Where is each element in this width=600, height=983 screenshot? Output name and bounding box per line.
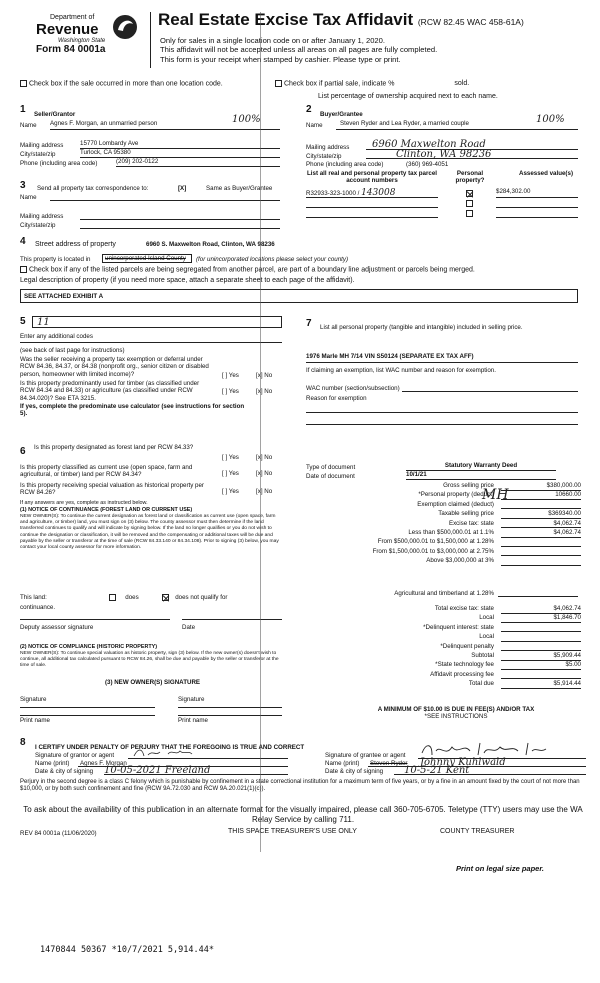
tax-total-row: [306, 671, 581, 680]
land-use-code: 11: [37, 317, 50, 328]
tax-calc-row: [306, 557, 581, 566]
tax-calc-label: *Personal property (deduct): [418, 491, 494, 499]
section-3-name-field[interactable]: [50, 192, 280, 201]
buyer-mail-label: Mailing address: [306, 144, 350, 151]
notice-1: Only for sales in a single location code on or after January 1, 2020.: [160, 36, 385, 45]
owner-sig-label-1: Signature: [20, 696, 47, 703]
multi-location-checkbox[interactable]: [20, 80, 27, 87]
owner-sig-field-2[interactable]: [178, 706, 282, 708]
does-checkbox[interactable]: [109, 594, 116, 601]
legal-description-box[interactable]: [20, 289, 578, 303]
tax-calc-label: From $1,500,000.01 to $3,000,000 at 2.75%: [372, 547, 494, 555]
q-timber: Is this property predominantly used for timber (as classified under RCW 84.34 and 84.33) or agriculture (as classified under RCW 84.34.020)? See ETA 3215.: [20, 380, 200, 402]
doc-date-label: Date of document: [306, 473, 355, 480]
tax-total-label: Local: [479, 614, 494, 622]
tax-total-row: [306, 643, 581, 652]
grantee-name: Steven Ryder: [370, 760, 408, 767]
buyer-name: Steven Ryder and Lea Ryder, a married couple: [340, 120, 469, 127]
not-qualify-label: does not qualify for: [175, 594, 228, 602]
personal-property-list: 1976 Marle MH 7/14 VIN S50124 (SEPARATE EX TAX AFF): [306, 353, 474, 360]
seller-city-field[interactable]: [80, 149, 280, 158]
tax-total-value[interactable]: $1,846.70: [501, 614, 581, 623]
washington-state: Washington State: [58, 38, 106, 44]
section-1-heading: Seller/Grantor: [34, 111, 76, 118]
personal-property-checkbox[interactable]: [466, 190, 473, 197]
seller-phone-field[interactable]: [116, 158, 280, 167]
tax-calc-value[interactable]: [501, 557, 581, 566]
buyer-name-field[interactable]: [336, 114, 578, 130]
segregated-label: Check box if any of the listed parcels are being segregated from another parcel, are part of a boundary line adjustment or parcels being merged.: [28, 266, 475, 274]
tax-total-value[interactable]: $4,062.74: [501, 605, 581, 614]
continuance-label: continuance.: [20, 604, 56, 611]
tax-calc-label: Above $3,000,000 at 3%: [426, 557, 494, 565]
buyer-city-field[interactable]: [366, 149, 578, 159]
section-2: [306, 104, 586, 224]
segregated-checkbox[interactable]: [20, 266, 27, 273]
see-instructions: *SEE INSTRUCTIONS: [424, 713, 488, 720]
mh-handwritten: MH: [482, 487, 509, 503]
street-label: Street address of property: [35, 241, 116, 248]
q-timber-yes[interactable]: [ ] Yes: [222, 388, 239, 395]
partial-sale-label: Check box if partial sale, indicate %: [283, 80, 395, 88]
owner-print-field-1[interactable]: [20, 714, 155, 716]
section-3-mail-field[interactable]: [80, 211, 280, 220]
dept-of: Department of: [50, 14, 95, 21]
tax-total-row: [306, 652, 581, 661]
tax-total-label: Local: [479, 633, 494, 641]
partial-sale-checkbox[interactable]: [275, 80, 282, 87]
personal-head: Personal property?: [455, 170, 485, 185]
grantor-name-label: Name (print): [35, 760, 70, 767]
section-4-number: 4: [20, 236, 26, 247]
tax-total-label: Subtotal: [471, 651, 494, 659]
buyer-phone-label: Phone (including area code): [306, 161, 384, 168]
assessed-value: $284,302.00: [496, 188, 531, 195]
q-historic-yes[interactable]: [ ] Yes: [222, 488, 239, 495]
legal-label: Legal description of property (if you need more space, attach a separate sheet to each page of the affidavit).: [20, 277, 355, 284]
owner-sig-label-2: Signature: [178, 696, 205, 703]
tax-total-row: [306, 633, 581, 642]
section-3: [20, 180, 285, 230]
buyer-percent: 100%: [536, 114, 565, 125]
grantor-signature-mark: [128, 746, 288, 759]
tax-calc-row: [306, 538, 581, 547]
county-treasurer: COUNTY TREASURER: [440, 828, 515, 835]
seller-city: Turlock, CA 95380: [80, 149, 131, 156]
owner-print-field-2[interactable]: [178, 714, 282, 716]
section-8-number: 8: [20, 737, 26, 748]
tax-calc-label: Exemption claimed (deduct): [417, 500, 494, 508]
seller-name-field[interactable]: [50, 114, 280, 130]
this-land-label: This land:: [20, 594, 47, 602]
tax-total-row: [306, 661, 581, 670]
section-7-heading: List all personal property (tangible and intangible) included in selling price.: [320, 324, 523, 331]
parcel-number: R32933-323-1000 /: [306, 190, 360, 197]
tax-calc-label: Taxable selling price: [438, 510, 494, 518]
section-7-number: 7: [306, 318, 312, 329]
grantee-date-label: Date & city of signing: [325, 768, 384, 775]
grantor-signature[interactable]: [128, 746, 288, 759]
dor-swirl-icon: [112, 14, 138, 40]
wac-field[interactable]: [402, 383, 578, 392]
header-notices: [160, 36, 437, 64]
parcel-row-3[interactable]: [306, 210, 438, 218]
section-1: [20, 104, 285, 179]
section-3-city-field[interactable]: [80, 220, 280, 229]
notice-continuance-body: NEW OWNER(S): To continue the current designation as forest land or classification as current use (open space, farm and agriculture, or timber) land, you must sign on (3) below. The county assessor must then determine if the land transferred continues to qualify and will indicate by signing below. If the land no longer qualifies or you do not wish to continue the designation or classification, it will be removed and the compensating or additional taxes will be due and payable by the seller or transferor at the time of sale (RCW 84.33.140 or 84.34.108). Prior to signing (3) below, you may contact your local county assessor for more information.: [20, 514, 279, 550]
section-5-number: 5: [20, 316, 26, 327]
agri-label: Agricultural and timberland at 1.28%: [394, 590, 494, 597]
buyer-city-label: City/state/zip: [306, 153, 342, 160]
section-3-city-label: City/state/zip: [20, 222, 56, 229]
perjury-text: [20, 779, 586, 793]
tax-calc-row: [306, 510, 581, 519]
section-3-mark[interactable]: [X]: [178, 185, 187, 192]
county-value: unincorporated Island County: [105, 255, 186, 262]
tax-calc-value[interactable]: $369340.00: [501, 510, 581, 519]
grantor-date: 10-05-2021 Freeland: [104, 765, 211, 776]
section-3-text: Send all property tax correspondence to:: [37, 185, 149, 192]
grantor-name: Agnes F. Morgan: [80, 760, 127, 767]
personal-property-checkbox-3[interactable]: [466, 210, 473, 217]
legal-paper-note: Print on legal size paper.: [456, 864, 544, 873]
section-3-name-label: Name: [20, 194, 37, 201]
tax-total-value[interactable]: $5,909.44: [501, 652, 581, 661]
grantee-date-field[interactable]: [394, 765, 586, 775]
located-label: This property is located in: [20, 256, 91, 263]
parcel-number-hw: 143008: [361, 188, 396, 198]
buyer-phone: (360) 969-4051: [406, 161, 449, 168]
tax-calculation: [306, 482, 581, 567]
alt-format-note: To ask about the availability of this publication in an alternate format for the visually impaired, please call 360-705-6705. Teletype (TTY) users may use the WA Relay Service by calling 711.: [23, 805, 583, 825]
buyer-name-label: Name: [306, 122, 323, 129]
section-3-number: 3: [20, 180, 26, 191]
tax-calc-row: [306, 529, 581, 538]
seller-name: Agnes F. Morgan, an unmarried person: [50, 120, 158, 127]
tax-calc-label: Excise tax: state: [448, 519, 494, 527]
title-citation: (RCW 82.45 WAC 458-61A): [417, 17, 524, 27]
form-number: Form 84 0001a: [36, 44, 106, 55]
grantee-sig-label: Signature of grantee or agent: [325, 752, 406, 759]
seller-mail-label: Mailing address: [20, 142, 64, 149]
buyer-city: Clinton, WA 98236: [396, 149, 492, 160]
multi-location-label: Check box if the sale occurred in more than one location code.: [28, 80, 223, 88]
buyer-mail: 6960 Maxwelton Road: [372, 139, 486, 150]
section-3-same: Same as Buyer/Grantee: [206, 185, 273, 192]
tax-calc-row: [306, 548, 581, 557]
tax-calc-row: [306, 520, 581, 529]
assessed-head: Assessed value(s): [519, 170, 573, 177]
seller-phone-label: Phone (including area code): [20, 160, 98, 167]
tax-total-label: *Delinquent interest: state: [423, 623, 494, 631]
grantee-name-label: Name (print): [325, 760, 360, 767]
reason-label: Reason for exemption: [306, 395, 367, 402]
tax-calc-label: From $500,000.01 to $1,500,000 at 1.28%: [377, 538, 494, 546]
page-title: [158, 10, 524, 30]
tax-total-value[interactable]: [501, 643, 581, 652]
county-select[interactable]: [102, 254, 192, 263]
tax-total-row: [306, 614, 581, 623]
minimum-note: A MINIMUM OF $10.00 IS DUE IN FEE(S) AND/OR TAX: [377, 706, 535, 713]
percent-note: List percentage of ownership acquired next to each name.: [318, 93, 498, 100]
additional-codes-field[interactable]: [20, 341, 282, 343]
q-current-use: Is this property classified as current use (open space, farm and agricultural, or timber) land per RCW 84.34?: [20, 464, 193, 479]
q-timber-no[interactable]: [x] No: [256, 388, 273, 395]
notice-compliance-title: (2) NOTICE OF COMPLIANCE (HISTORIC PROPERTY): [20, 644, 158, 650]
agri-value[interactable]: [498, 588, 578, 597]
seller-city-label: City/state/zip: [20, 151, 56, 158]
q-current-use-no[interactable]: [x] No: [256, 470, 273, 477]
q-current-use-yes[interactable]: [ ] Yes: [222, 470, 239, 477]
reason-field-2[interactable]: [306, 423, 578, 425]
tax-calc-label: Gross selling price: [443, 482, 494, 489]
owner-sig-field-1[interactable]: [20, 706, 155, 708]
not-qualify-checkbox[interactable]: [162, 594, 169, 601]
section-2-number: 2: [306, 104, 312, 115]
segregated-check[interactable]: [20, 266, 475, 275]
assessed-value-field[interactable]: [496, 188, 578, 198]
doc-date: 10/1/21: [406, 471, 427, 478]
land-use-code-field[interactable]: [32, 316, 282, 328]
seller-name-label: Name: [20, 122, 37, 129]
doc-type-field[interactable]: [406, 462, 556, 471]
q-historic: Is this property receiving special valuation as historical property per RCW 84.26?: [20, 482, 204, 497]
rev-number: REV 84 0001a (11/06/2020): [20, 830, 97, 837]
multi-location-check[interactable]: [20, 80, 223, 89]
tax-total-value[interactable]: $5,914.44: [501, 680, 581, 689]
scan-divider: [260, 12, 261, 852]
tax-calc-value[interactable]: [501, 548, 581, 557]
section-3-mail-label: Mailing address: [20, 213, 64, 220]
section-6-number: 6: [20, 446, 26, 457]
seller-mail-field[interactable]: [80, 140, 280, 149]
notice-continuance-title: (1) NOTICE OF CONTINUANCE (FOREST LAND OR CURRENT USE): [20, 507, 193, 513]
does-label: does: [125, 594, 139, 602]
grantee-date: 10-5-21 Kent: [404, 765, 470, 776]
q-timber-note: If yes, complete the predominate use calculator (see instructions for section 5).: [20, 403, 245, 418]
grantee-name-hw: Johnny Kuhlwald: [420, 757, 506, 768]
tax-calc-row: [306, 482, 581, 491]
grantor-sig-label: Signature of grantor or agent: [35, 752, 115, 759]
q-exemption: Was the seller receiving a property tax exemption or deferral under RCW 84.36, 84.37, or 84.38 (nonprofit org., senior citizen or disabled person, homeowner with limited income)?: [20, 356, 209, 378]
tax-total-label: *State technology fee: [435, 661, 494, 669]
tax-calc-row: [306, 491, 581, 500]
q-historic-no[interactable]: [x] No: [256, 488, 273, 495]
this-land-row: [20, 594, 285, 602]
deputy-date-label: Date: [182, 624, 196, 631]
section-1-number: 1: [20, 104, 26, 115]
seller-mail: 15770 Lombardy Ave: [80, 140, 139, 147]
doc-type: Statutory Warranty Deed: [444, 462, 518, 469]
located-note: (for unincorporated locations please select your county): [196, 256, 349, 263]
section-7: [306, 315, 586, 735]
new-owner-signature-title: (3) NEW OWNER(S) SIGNATURE: [104, 679, 201, 686]
certify-text: I CERTIFY UNDER PENALTY OF PERJURY THAT THE FOREGOING IS TRUE AND CORRECT: [35, 744, 305, 751]
tax-calc-value[interactable]: [501, 501, 581, 510]
exemption-note: If claiming an exemption, list WAC number and reason for exemption.: [306, 367, 496, 374]
see-back: (see back of last page for instructions): [20, 347, 125, 354]
tax-total-label: Affidavit processing fee: [430, 670, 494, 678]
doc-type-label: Type of document: [306, 464, 356, 471]
notice-compliance-body: NEW OWNER(S): To continue special valuation as historic property, sign (3) below. If the new owner(s) doesn't wish to continue, all additional tax calculated pursuant to RCW 84.26, shall be due and payable by the seller or transferor at the time of sale.: [20, 651, 279, 669]
tax-calc-value[interactable]: $4,062.74: [501, 520, 581, 529]
assessed-row-3[interactable]: [496, 210, 578, 218]
deputy-signature-field[interactable]: [20, 618, 170, 620]
parcel-head: List all real and personal property tax parcel account numbers: [307, 170, 437, 185]
section-5: [20, 315, 285, 445]
tax-total-value[interactable]: $5.00: [501, 661, 581, 670]
personal-property-field[interactable]: [306, 353, 578, 363]
q-forest: Is this property designated as forest land per RCW 84.33?: [34, 444, 194, 451]
tax-total-label: Total excise tax: state: [434, 605, 494, 612]
seller-phone: (209) 202-0122: [116, 158, 159, 165]
treasurer-stamp: 1470844 50367 *10/7/2021 5,914.44*: [40, 945, 214, 955]
owner-print-label-1: Print name: [20, 717, 50, 724]
tax-calc-value[interactable]: [501, 538, 581, 547]
wac-label: WAC number (section/subsection): [306, 385, 400, 392]
reason-field[interactable]: [306, 411, 578, 413]
answers-note: If any answers are yes, complete as instructed below.: [20, 500, 148, 506]
seller-percent: 100%: [232, 114, 261, 125]
parcel-row-1[interactable]: [306, 188, 438, 198]
section-6: [20, 444, 285, 734]
parcel-row-2[interactable]: [306, 200, 438, 208]
sold-label: sold.: [454, 80, 470, 88]
partial-sale-check[interactable]: [275, 80, 469, 89]
section-4: [20, 236, 586, 312]
grantor-date-label: Date & city of signing: [35, 768, 94, 775]
owner-print-label-2: Print name: [178, 717, 208, 724]
tax-total-value[interactable]: [501, 671, 581, 680]
header-divider: [150, 12, 151, 68]
tax-total-row: [306, 605, 581, 614]
tax-total-value[interactable]: [501, 633, 581, 642]
legal-description: SEE ATTACHED EXHIBIT A: [24, 293, 104, 300]
tax-calc-value[interactable]: 10660.00: [501, 491, 581, 500]
additional-codes-label: Enter any additional codes: [20, 333, 93, 340]
deputy-signature-label: Deputy assessor signature: [20, 624, 94, 631]
tax-total-row: [306, 680, 581, 689]
tax-total-value[interactable]: [501, 624, 581, 633]
tax-calc-label: Less than $500,000.01 at 1.1%: [408, 528, 494, 536]
tax-total-label: Total due: [468, 680, 494, 688]
street-address: 6960 S. Maxwelton Road, Clinton, WA 98236: [146, 241, 275, 248]
tax-calc-value[interactable]: $380,000.00: [501, 482, 581, 491]
notice-2: This affidavit will not be accepted unless all areas on all pages are fully completed.: [160, 45, 438, 55]
q-exemption-no[interactable]: [x] No: [256, 372, 273, 379]
tax-totals: [306, 605, 581, 690]
tax-total-label: *Delinquent penalty: [440, 642, 494, 650]
q-forest-no[interactable]: [x] No: [256, 454, 273, 461]
section-8: [20, 737, 586, 807]
tax-calc-value[interactable]: $4,062.74: [501, 529, 581, 538]
q-forest-yes[interactable]: [ ] Yes: [222, 454, 239, 461]
treasurer-only: THIS SPACE TREASURER'S USE ONLY: [228, 828, 357, 835]
title-text: Real Estate Excise Tax Affidavit: [158, 10, 414, 29]
perjury-warning: Perjury in the second degree is a class C felony which is punishable by confinement in a state correctional institution for a maximum term of five years, or by a fine in an amount fixed by the court of not more than $10,000, or by both such confinement and fine (RCW 9A.72.030 and RCW 9A.20.021(1)(c)).: [20, 779, 580, 793]
revenue-wordmark: Revenue: [36, 21, 99, 38]
doc-date-field[interactable]: [406, 471, 556, 480]
notice-3: This form is your receipt when stamped by cashier. Please type or print.: [160, 54, 401, 64]
tax-total-row: [306, 624, 581, 633]
section-2-heading: Buyer/Grantee: [320, 111, 363, 118]
assessed-row-2[interactable]: [496, 200, 578, 208]
personal-property-checkbox-2[interactable]: [466, 200, 473, 207]
tax-calc-row: [306, 501, 581, 510]
q-exemption-yes[interactable]: [ ] Yes: [222, 372, 239, 379]
deputy-date-field[interactable]: [182, 618, 282, 620]
